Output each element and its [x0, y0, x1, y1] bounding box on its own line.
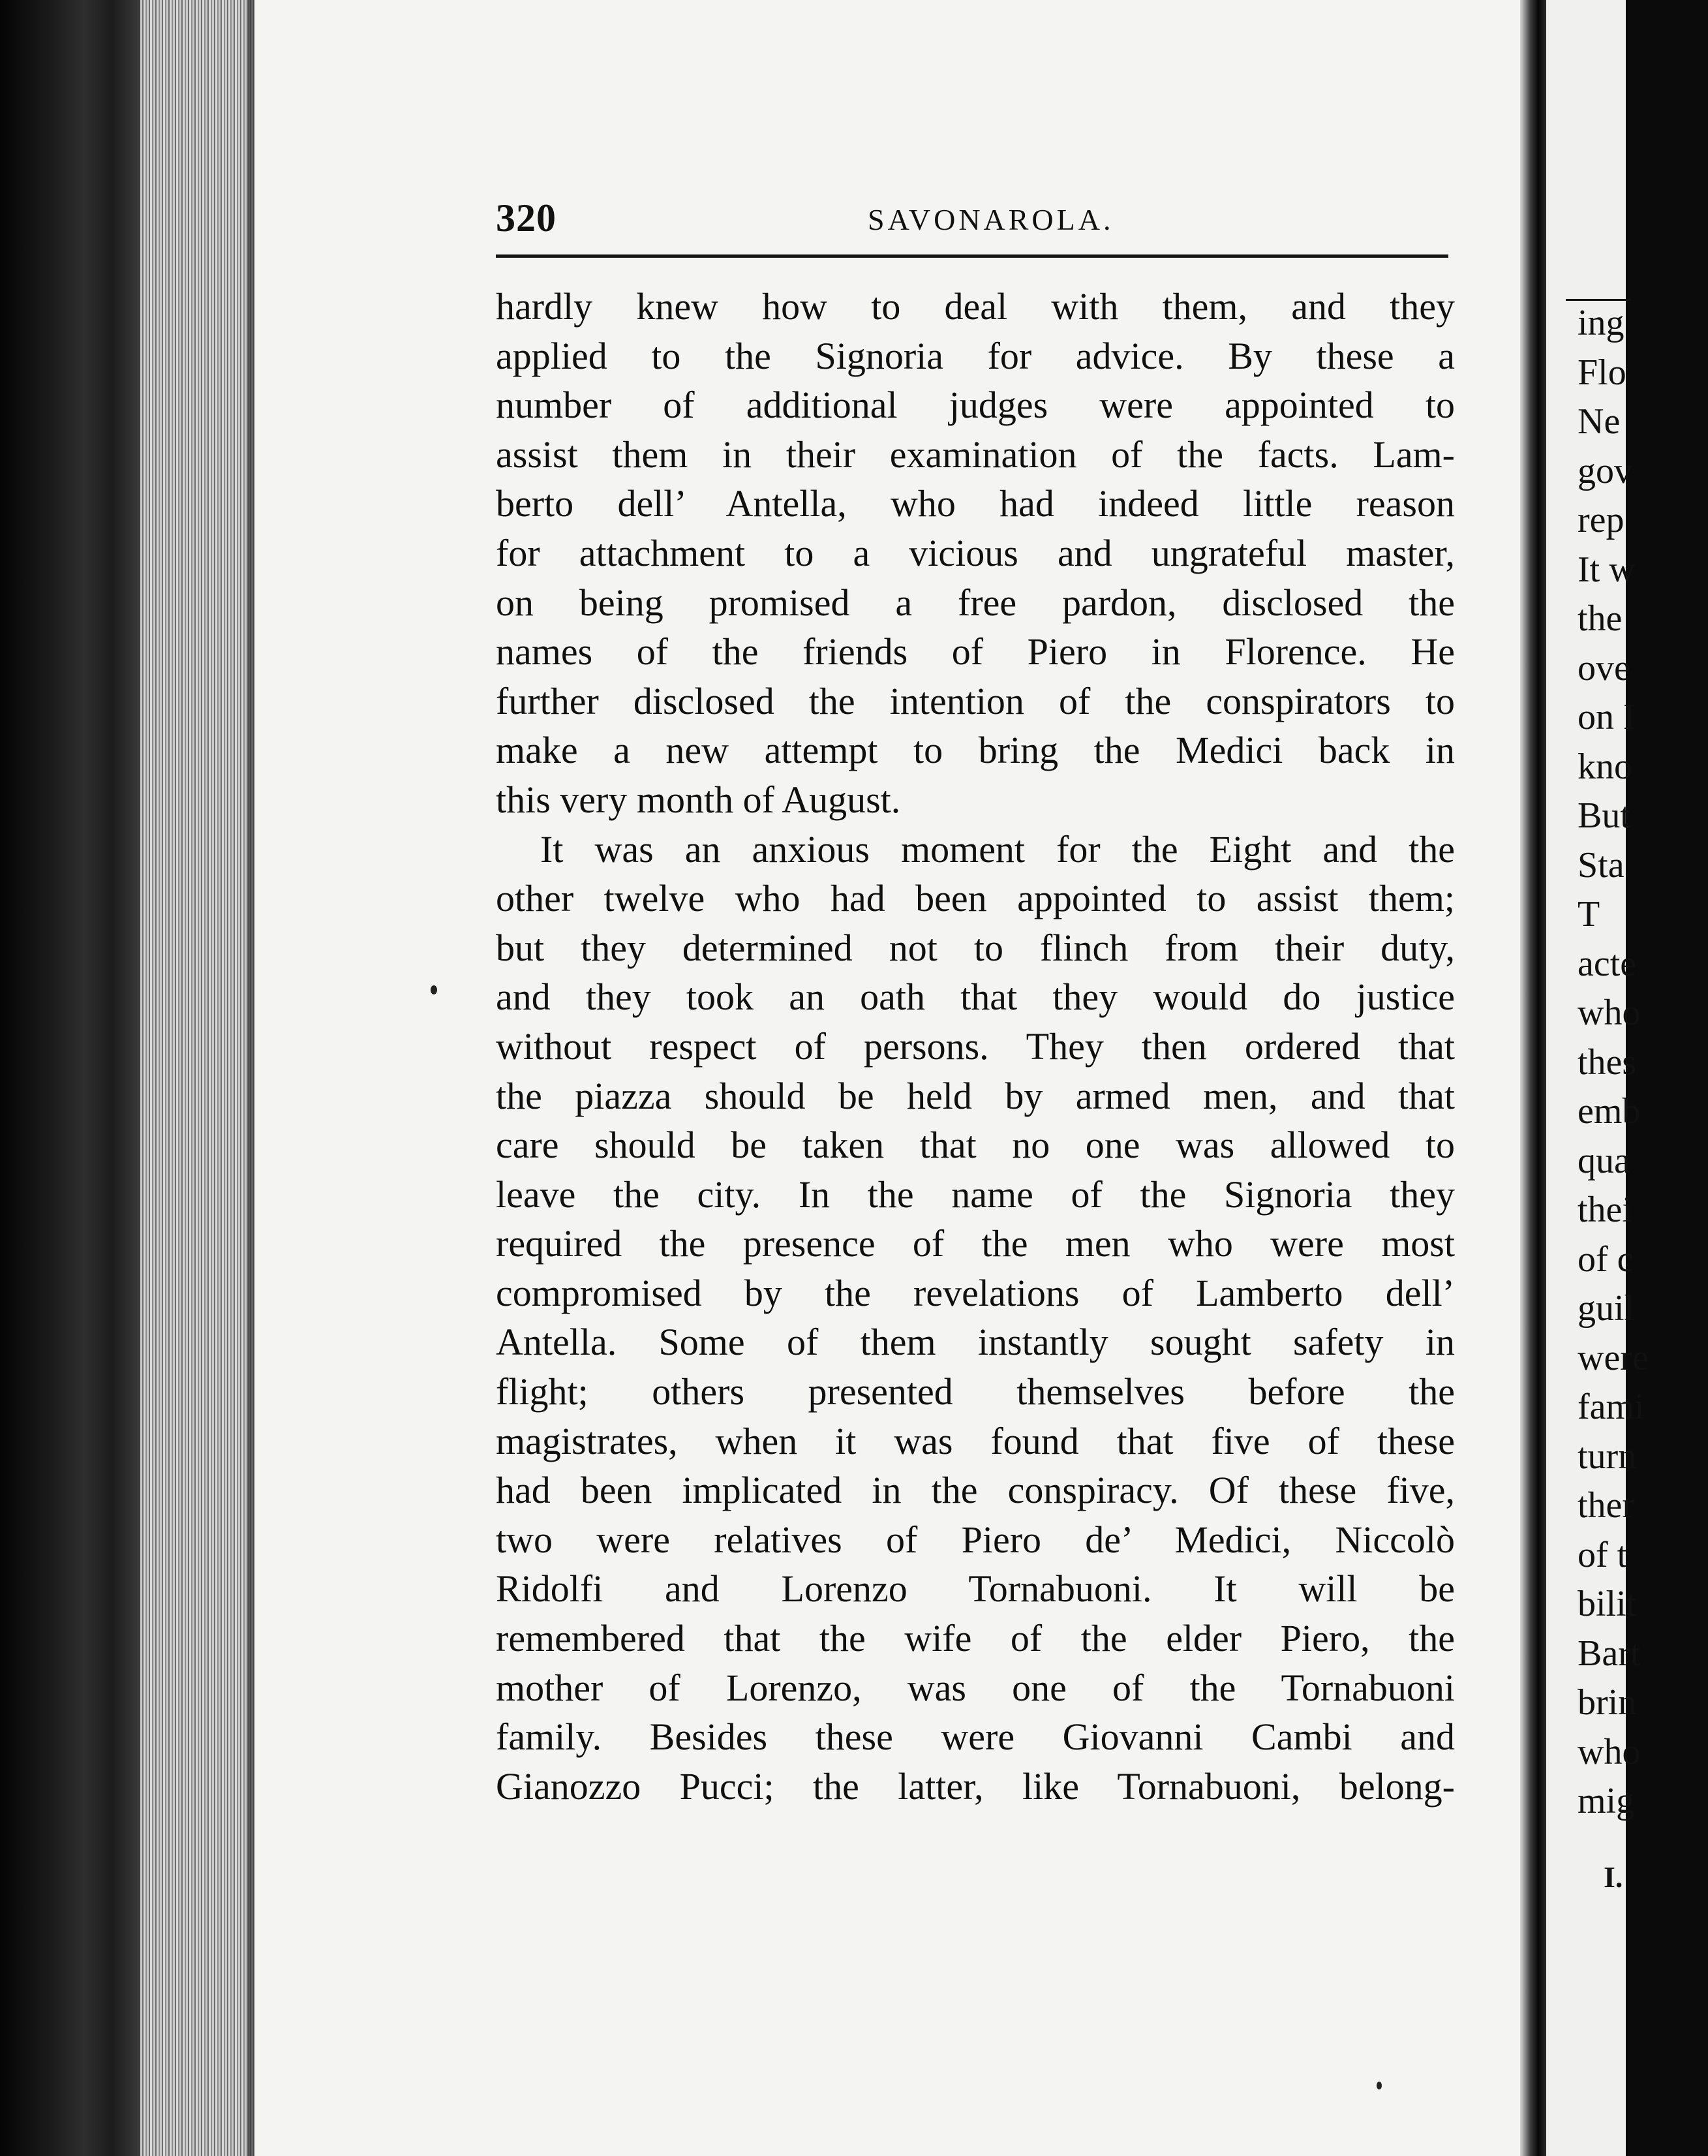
facing-line: who — [1578, 993, 1641, 1033]
body-text — [496, 282, 1455, 1811]
facing-line: were — [1578, 1337, 1649, 1378]
facing-line: rep — [1578, 500, 1624, 540]
signature-mark: I. — [1604, 1860, 1623, 1894]
text-line: without respect of persons. They then ordered that — [496, 1024, 1455, 1068]
book-gutter — [1520, 0, 1546, 2156]
facing-line: of t — [1578, 1534, 1628, 1575]
page-number: 320 — [496, 196, 557, 239]
text-line: Antella. Some of them instantly sought safety in — [496, 1321, 1455, 1364]
facing-line: fami — [1578, 1387, 1645, 1427]
text-line: further disclosed the intention of the conspirators to — [496, 679, 1455, 722]
text-line: magistrates, when it was found that five of these — [496, 1419, 1455, 1462]
facing-line: It w — [1578, 549, 1636, 590]
paragraph-end-line: this very month of August. — [496, 778, 901, 821]
text-line: remembered that the wife of the elder Piero, the — [496, 1617, 1455, 1660]
text-line: mother of Lorenzo, was one of the Tornabuoni — [496, 1666, 1455, 1709]
facing-line: of c — [1578, 1239, 1634, 1280]
facing-line: ove — [1578, 647, 1630, 688]
text-line: and they took an oath that they would do justice — [496, 976, 1455, 1019]
facing-line: ing — [1578, 303, 1624, 343]
text-line: compromised by the revelations of Lamberto dell’ — [496, 1271, 1455, 1314]
text-line: leave the city. In the name of the Signoria they — [496, 1173, 1455, 1216]
facing-line: Bart — [1578, 1633, 1641, 1674]
facing-page — [1546, 0, 1649, 2156]
text-line: number of additional judges were appointed to — [496, 384, 1455, 427]
facing-line: ther — [1578, 1485, 1635, 1526]
facing-line: Ne — [1578, 401, 1621, 442]
text-line: assist them in their examination of the facts. Lam- — [496, 433, 1455, 476]
book-binding — [0, 0, 140, 2156]
facing-line: Sta — [1578, 844, 1624, 886]
text-line: berto dell’ Antella, who had indeed little reason — [496, 482, 1455, 525]
facing-line: the — [1578, 598, 1623, 639]
text-line: care should be taken that no one was allowed to — [496, 1124, 1455, 1167]
text-line: on being promised a free pardon, disclosed the — [496, 581, 1455, 624]
running-title: SAVONAROLA. — [868, 203, 1114, 236]
print-speck — [431, 985, 437, 994]
text-line: the piazza should be held by armed men, and that — [496, 1074, 1455, 1117]
text-line: required the presence of the men who were most — [496, 1222, 1455, 1265]
paragraph-start-line: It was an anxious moment for the Eight and the — [540, 827, 1455, 870]
facing-line: kno — [1578, 746, 1632, 787]
text-line: make a new attempt to bring the Medici back in — [496, 729, 1455, 772]
facing-line: thei — [1578, 1190, 1632, 1230]
text-line: family. Besides these were Giovanni Cambi and — [496, 1716, 1455, 1759]
running-head — [496, 189, 1455, 241]
text-line: two were relatives of Piero de’ Medici, Niccolò — [496, 1518, 1455, 1561]
facing-line: thes — [1578, 1041, 1637, 1083]
print-speck — [1377, 2082, 1382, 2089]
text-line: for attachment to a vicious and ungrateful master, — [496, 531, 1455, 574]
text-line: names of the friends of Piero in Florence. He — [496, 630, 1455, 673]
text-line: other twelve who had been appointed to assist them; — [496, 877, 1455, 920]
facing-line: bilit — [1578, 1584, 1637, 1624]
facing-line: T — [1578, 894, 1600, 934]
facing-line: emb — [1578, 1091, 1641, 1132]
facing-line: Flo — [1578, 352, 1626, 393]
facing-line: turn — [1578, 1436, 1637, 1477]
text-line: Ridolfi and Lorenzo Tornabuoni. It will be — [496, 1567, 1455, 1610]
text-line: Gianozzo Pucci; the latter, like Tornabuoni, belong- — [496, 1764, 1455, 1808]
text-line: but they determined not to flinch from their duty, — [496, 926, 1455, 969]
facing-line: But — [1578, 795, 1630, 836]
text-line: flight; others presented themselves before the — [496, 1370, 1455, 1413]
facing-line: acte — [1578, 943, 1637, 984]
page-edges — [140, 0, 254, 2156]
text-line: had been implicated in the conspiracy. Of these five, — [496, 1469, 1455, 1512]
facing-line: qua — [1578, 1140, 1630, 1181]
facing-line: on I — [1578, 697, 1636, 737]
facing-line: mig — [1578, 1781, 1635, 1821]
facing-line: brin — [1578, 1682, 1637, 1723]
facing-line: who — [1578, 1731, 1641, 1772]
text-line: applied to the Signoria for advice. By these a — [496, 334, 1455, 377]
text-line: hardly knew how to deal with them, and they — [496, 285, 1455, 328]
facing-page-text — [1578, 299, 1708, 1826]
header-rule — [496, 254, 1448, 258]
facing-line: gov — [1578, 450, 1632, 491]
facing-line: guil — [1578, 1288, 1635, 1329]
